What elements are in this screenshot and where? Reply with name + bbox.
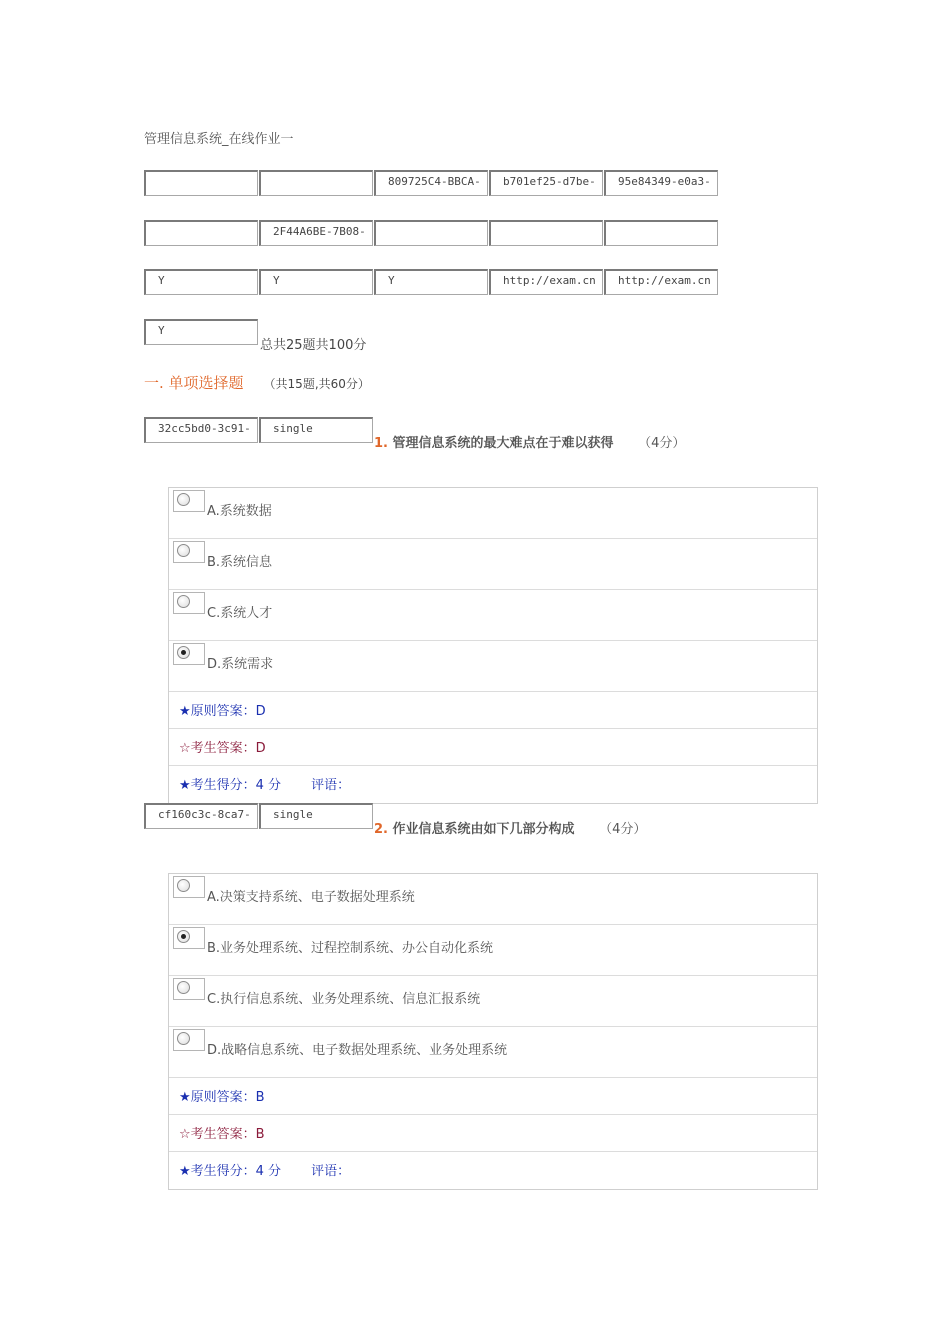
radio-container	[173, 541, 205, 563]
question-number: 2.	[374, 822, 388, 837]
question-text: 管理信息系统的最大难点在于难以获得	[392, 436, 614, 451]
hidden-field[interactable]: 2F44A6BE-7B08-	[259, 220, 373, 246]
option-d[interactable]	[169, 641, 817, 692]
option-label: C.执行信息系统、业务处理系统、信息汇报系统	[207, 992, 481, 1007]
hidden-field[interactable]: Y	[144, 269, 258, 295]
hidden-field[interactable]	[144, 220, 258, 246]
page-title: 管理信息系统_在线作业一	[144, 132, 294, 147]
hidden-field[interactable]: http://exam.cn	[489, 269, 603, 295]
student-score-row	[169, 766, 817, 803]
option-label: C.系统人才	[207, 606, 273, 621]
option-label: A.系统数据	[207, 504, 272, 519]
section-label: 一. 单项选择题	[144, 374, 244, 392]
section-heading	[144, 372, 370, 393]
radio-container	[173, 592, 205, 614]
option-a[interactable]	[169, 488, 817, 539]
radio-button[interactable]	[177, 879, 190, 892]
radio-container	[173, 490, 205, 512]
radio-button[interactable]	[177, 493, 190, 506]
radio-container	[173, 876, 205, 898]
option-c[interactable]	[169, 590, 817, 641]
question-title	[374, 432, 685, 451]
radio-button[interactable]	[177, 1032, 190, 1045]
question-number: 1.	[374, 436, 388, 451]
question-id-field[interactable]: cf160c3c-8ca7-	[144, 803, 258, 829]
question-2-panel	[168, 873, 818, 1190]
option-label: D.系统需求	[207, 657, 274, 672]
radio-container	[173, 927, 205, 949]
radio-button-selected[interactable]	[177, 646, 190, 659]
option-b[interactable]	[169, 539, 817, 590]
question-type-field[interactable]: single	[259, 417, 373, 443]
hidden-field[interactable]: Y	[259, 269, 373, 295]
hidden-field[interactable]	[144, 170, 258, 196]
section-meta: （共15题,共60分）	[263, 377, 370, 391]
standard-answer: ★原则答案：D	[169, 692, 817, 729]
hidden-field[interactable]: 95e84349-e0a3-	[604, 170, 718, 196]
radio-button[interactable]	[177, 544, 190, 557]
hidden-field[interactable]: Y	[374, 269, 488, 295]
comment-label: 评语：	[311, 778, 351, 793]
option-a[interactable]	[169, 874, 817, 925]
student-answer: ☆考生答案：D	[169, 729, 817, 766]
question-text: 作业信息系统由如下几部分构成	[392, 822, 575, 837]
radio-button[interactable]	[177, 981, 190, 994]
total-summary: 总共25题共100分	[260, 338, 367, 353]
student-score-row	[169, 1152, 817, 1189]
question-type-field[interactable]: single	[259, 803, 373, 829]
radio-container	[173, 978, 205, 1000]
hidden-field[interactable]: b701ef25-d7be-	[489, 170, 603, 196]
question-title	[374, 818, 646, 837]
question-id-field[interactable]: 32cc5bd0-3c91-	[144, 417, 258, 443]
hidden-field[interactable]: 809725C4-BBCA-	[374, 170, 488, 196]
radio-button-selected[interactable]	[177, 930, 190, 943]
hidden-field[interactable]	[259, 170, 373, 196]
question-score: （4分）	[638, 436, 686, 451]
standard-answer: ★原则答案：B	[169, 1078, 817, 1115]
question-score: （4分）	[599, 822, 647, 837]
option-c[interactable]	[169, 976, 817, 1027]
option-label: A.决策支持系统、电子数据处理系统	[207, 890, 415, 905]
hidden-field[interactable]	[374, 220, 488, 246]
student-score: ★考生得分：4 分	[179, 1164, 282, 1179]
option-label: B.系统信息	[207, 555, 273, 570]
hidden-field[interactable]: Y	[144, 319, 258, 345]
radio-container	[173, 643, 205, 665]
hidden-field[interactable]: http://exam.cn	[604, 269, 718, 295]
hidden-field[interactable]	[489, 220, 603, 246]
radio-container	[173, 1029, 205, 1051]
option-b[interactable]	[169, 925, 817, 976]
hidden-field[interactable]	[604, 220, 718, 246]
question-1-panel	[168, 487, 818, 804]
radio-button[interactable]	[177, 595, 190, 608]
student-score: ★考生得分：4 分	[179, 778, 282, 793]
comment-label: 评语：	[311, 1164, 351, 1179]
option-label: B.业务处理系统、过程控制系统、办公自动化系统	[207, 941, 494, 956]
option-label: D.战略信息系统、电子数据处理系统、业务处理系统	[207, 1043, 508, 1058]
option-d[interactable]	[169, 1027, 817, 1078]
student-answer: ☆考生答案：B	[169, 1115, 817, 1152]
